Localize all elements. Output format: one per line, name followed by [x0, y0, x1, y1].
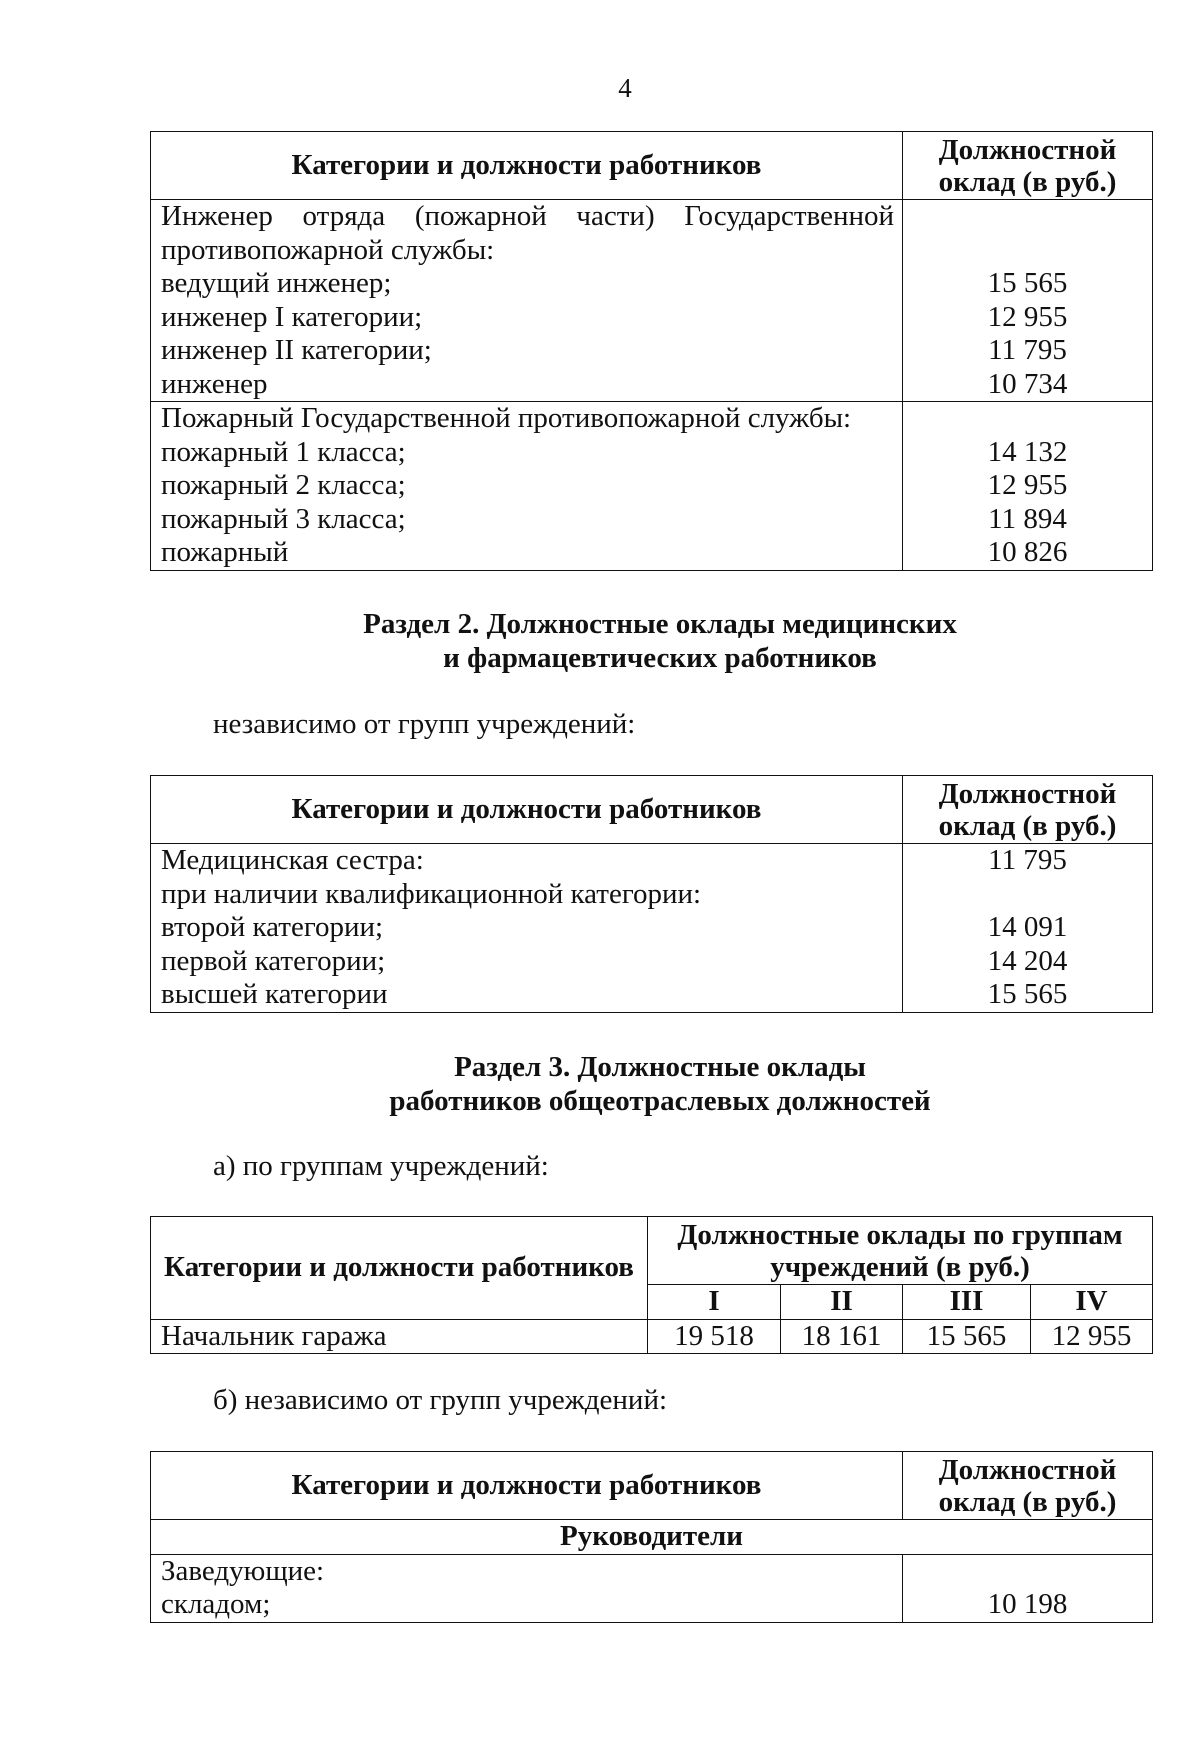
- column-header-salary-line1: Должностной: [938, 133, 1117, 166]
- salary-values: [903, 844, 1153, 1013]
- section-3-title-line2: работников общеотраслевых должностей: [389, 1085, 931, 1117]
- position-label: при наличии квалификационной категории:: [161, 877, 702, 910]
- column-header-category: Категории и должности работников: [151, 1217, 648, 1320]
- section-2-title-line1: Раздел 2. Должностные оклады медицинских: [363, 608, 957, 640]
- salary-value-group-iii: 15 565: [903, 1319, 1031, 1354]
- column-header-group-line2: учреждений (в руб.): [770, 1250, 1030, 1283]
- table-body-row: [151, 844, 1153, 1013]
- group-title-line2: противопожарной службы:: [161, 233, 495, 266]
- position-label: складом;: [161, 1588, 271, 1620]
- salary-value: 12 955: [987, 469, 1068, 501]
- salary-value: 14 132: [987, 435, 1068, 468]
- salary-value: 10 734: [987, 367, 1068, 400]
- section-3-title-line1: Раздел 3. Должностные оклады: [454, 1051, 866, 1083]
- salary-value-group-iv: 12 955: [1031, 1319, 1153, 1354]
- group-title-line1: Инженер отряда (пожарной части) Государственной: [161, 200, 894, 232]
- section-3-title: [0, 1050, 1200, 1118]
- salary-value: [903, 1555, 1152, 1589]
- salary-value: 11 894: [988, 502, 1067, 535]
- position-label: инженер: [161, 367, 268, 400]
- column-header-salary-line2: оклад (в руб.): [938, 1485, 1117, 1518]
- salary-value: 14 204: [987, 944, 1068, 977]
- column-header-category: Категории и должности работников: [151, 132, 903, 200]
- column-header-category: Категории и должности работников: [151, 776, 903, 844]
- position-label: второй категории;: [161, 911, 384, 943]
- position-label: инженер II категории;: [161, 334, 432, 366]
- table-subheader-row: [151, 1520, 1153, 1555]
- column-header-group-iv: IV: [1031, 1285, 1153, 1320]
- position-label: ведущий инженер;: [161, 267, 392, 299]
- salary-value: 12 955: [987, 300, 1068, 333]
- position-label: Заведующие:: [161, 1554, 325, 1587]
- column-header-salary: [903, 1452, 1153, 1520]
- salary-value-group-ii: 18 161: [781, 1319, 903, 1354]
- section-2-intro: независимо от групп учреждений:: [213, 708, 636, 740]
- column-header-salary: [903, 132, 1153, 200]
- table-group-firefighter: [151, 402, 1153, 571]
- group-labels: [151, 200, 903, 402]
- position-label: пожарный: [161, 536, 289, 568]
- page-number: 4: [618, 73, 632, 103]
- group-values: [903, 402, 1153, 571]
- section-3-intro-a: а) по группам учреждений:: [213, 1150, 549, 1182]
- section-2-title: [0, 607, 1200, 675]
- table-managers: [150, 1451, 1153, 1623]
- column-header-salary-line1: Должностной: [938, 1453, 1117, 1486]
- salary-value-group-i: 19 518: [648, 1319, 781, 1354]
- position-label: инженер I категории;: [161, 300, 423, 333]
- salary-value: 14 091: [987, 911, 1068, 943]
- salary-value: 15 565: [987, 267, 1068, 299]
- table-body-row: [151, 1554, 1153, 1622]
- table-garage-head: [150, 1216, 1153, 1354]
- column-header-salary-line2: оклад (в руб.): [938, 809, 1117, 842]
- position-labels: [151, 1554, 903, 1622]
- column-header-group-ii: II: [781, 1285, 903, 1320]
- table-engineers-firefighters: [150, 131, 1153, 571]
- salary-value: 10 198: [987, 1588, 1068, 1620]
- table-group-engineer: [151, 200, 1153, 402]
- subheader-managers: Руководители: [151, 1520, 1153, 1555]
- table-header-row: [151, 1217, 1153, 1285]
- salary-values: [903, 1554, 1153, 1622]
- table-header-row: [151, 132, 1153, 200]
- column-header-group-i: I: [648, 1285, 781, 1320]
- position-label: первой категории;: [161, 944, 386, 977]
- column-header-category: Категории и должности работников: [151, 1452, 903, 1520]
- salary-value: [903, 878, 1152, 912]
- position-label: Начальник гаража: [151, 1319, 648, 1354]
- group-title-line1: Пожарный Государственной противопожарной службы:: [161, 402, 852, 434]
- position-label: пожарный 2 класса;: [161, 469, 406, 501]
- position-label: пожарный 1 класса;: [161, 435, 406, 468]
- table-row: [151, 1319, 1153, 1354]
- table-medical-staff: [150, 775, 1153, 1013]
- section-3-intro-b: б) независимо от групп учреждений:: [213, 1384, 668, 1416]
- table-header-row: [151, 1452, 1153, 1520]
- section-2-title-line2: и фармацевтических работников: [443, 642, 877, 674]
- column-header-group-line1: Должностные оклады по группам: [677, 1218, 1123, 1251]
- group-labels: [151, 402, 903, 571]
- position-label: высшей категории: [161, 978, 388, 1010]
- position-label: пожарный 3 класса;: [161, 502, 406, 535]
- column-header-salary-line1: Должностной: [938, 777, 1117, 810]
- group-values: [903, 200, 1153, 402]
- position-labels: [151, 844, 903, 1013]
- salary-value: 11 795: [988, 334, 1067, 366]
- column-header-salary: [903, 776, 1153, 844]
- salary-value: 11 795: [988, 844, 1067, 876]
- column-header-salary-line2: оклад (в руб.): [938, 165, 1117, 198]
- column-header-group-iii: III: [903, 1285, 1031, 1320]
- salary-value: 15 565: [987, 978, 1068, 1010]
- column-header-group-salaries: [648, 1217, 1153, 1285]
- salary-value: 10 826: [987, 536, 1068, 568]
- table-header-row: [151, 776, 1153, 844]
- position-label: Медицинская сестра:: [161, 844, 424, 876]
